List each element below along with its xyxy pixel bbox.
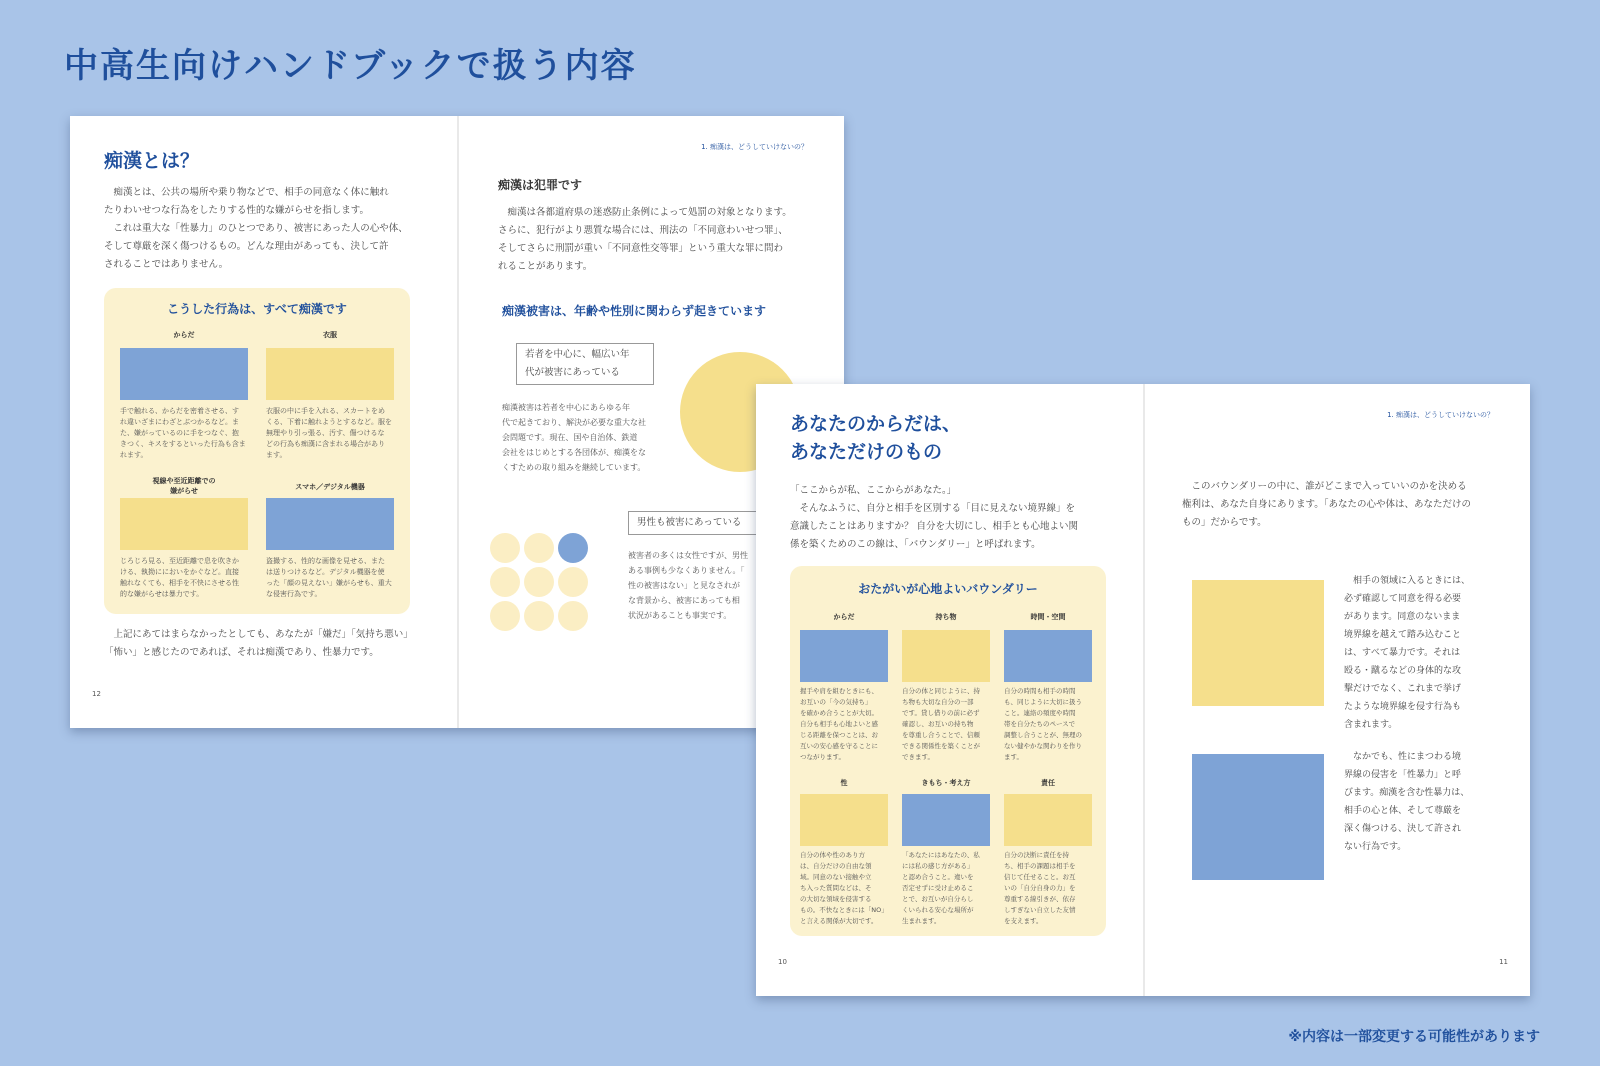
act-image-clothes bbox=[266, 348, 394, 400]
page-number-10: 10 bbox=[778, 958, 787, 966]
male-victims-text: 被害者の多くは女性ですが、男性 ある事例も少なくありません。「 性の被害はない」と見なされが な背景から、被害にあっても相 状況があることも事実です。 bbox=[628, 551, 748, 620]
sexual-violence-text: なかでも、性にまつわる境 界線の侵害を「性暴力」と呼 びます。痴漢を含む性暴力は、 相手の心と体、そして尊厳を 深く傷つける、決して許され ない行為です。 bbox=[1344, 752, 1470, 852]
act-text-gaze: じろじろ見る、至近距離で息を吹きか ける、執拗ににおいをかぐなど。直接 触れなくても、相手を不快にさせる性 的な嫌がらせは暴力です。 bbox=[120, 557, 239, 598]
boundary-label-belongings: 持ち物 bbox=[935, 613, 957, 621]
spread-1-intro: 痴漢とは、公共の場所や乗り物などで、相手の同意なく体に触れ たりわいせつな行為をしたりする性的な嫌がらせを指します。 これは重大な「性暴力」のひとつであり、被害にあった人の心や体、 そして尊厳を深く傷つけるもの。どんな理由があっても、決して許 されることではありません。 bbox=[104, 187, 408, 270]
spread-1-outro: 上記にあてはまらなかったとしても、あなたが「嫌だ」「気持ち悪い」 「怖い」と感じたのであれば、それは痴漢であり、性暴力です。 bbox=[104, 629, 413, 658]
callout-male: 男性も被害にあっている bbox=[628, 511, 796, 535]
spread-1-gutter bbox=[457, 116, 459, 728]
boundary-image-body bbox=[800, 630, 888, 682]
spread-2-right-intro: このバウンダリーの中に、誰がどこまで入っていいのかを決める 権利は、あなた自身にあります。「あなたの心や体は、あなただけの もの」だからです。 bbox=[1182, 481, 1471, 528]
act-label-gaze: 視線や至近距離での 嫌がらせ bbox=[152, 477, 216, 495]
boundary-panel bbox=[790, 566, 1106, 936]
dot-graphic bbox=[558, 601, 588, 631]
act-label-digital: スマホ／デジタル機器 bbox=[295, 483, 365, 491]
boundary-text-responsibility: 自分の決断に責任を持 ち、相手の課題は相手を 信じて任せること。お互 いの「自分自身の力」を 尊重する線引きが、依存 しすぎない自立した友情 を支えます。 bbox=[1004, 851, 1076, 925]
consent-image bbox=[1192, 580, 1324, 706]
boundary-text-sexuality: 自分の体や性のあり方 は、自分だけの自由な領 域。同意のない接触や立 ち入った質問などは、そ の大切な領域を侵害する もの。不快なときには「NO」 と言える関係が大切です。 bbox=[800, 851, 888, 925]
spread-2 bbox=[756, 384, 1530, 996]
boundary-text-feelings: 「あなたにはあなたの、私 には私の感じ方がある」 と認め合うこと。違いを 否定せずに受け止めるこ とで、お互いが自分らし くいられる安心な場所が 生まれます。 bbox=[902, 851, 980, 925]
spread-1 bbox=[70, 116, 844, 728]
spread-2-intro: 「ここからが私、ここからがあなた。」 そんなふうに、自分と相手を区別する「目に見えない境界線」を 意識したことはありますか？ 自分を大切にし、相手とも心地よい関 係を築くためのこの線は、「バウンダリー」と呼ばれます。 bbox=[790, 485, 1079, 550]
spread-2-heading: あなたのからだは、 あなただけのもの bbox=[790, 413, 962, 463]
boundary-panel-title: おたがいが心地よいバウンダリー bbox=[858, 582, 1038, 596]
boundary-image-responsibility bbox=[1004, 794, 1092, 846]
boundary-image-belongings bbox=[902, 630, 990, 682]
dot-graphic bbox=[490, 601, 520, 631]
boundary-label-body: からだ bbox=[833, 613, 855, 621]
boundary-image-sexuality bbox=[800, 794, 888, 846]
acts-panel-title: こうした行為は、すべて痴漢です bbox=[167, 302, 347, 316]
crime-heading: 痴漢は犯罪です bbox=[498, 178, 583, 192]
dot-graphic bbox=[490, 533, 520, 563]
dot-graphic bbox=[524, 567, 554, 597]
spread-1-heading: 痴漢とは？ bbox=[104, 150, 200, 172]
consent-text: 相手の領域に入るときには、 必ず確認して同意を得る必要 があります。同意のないまま 境界線を越えて踏み込むこと は、すべて暴力です。それは 殴る・蹴るなどの身体的な攻 撃だけでなく、これまで挙げ たような境界線を侵す行為も 含まれます。 bbox=[1344, 576, 1471, 730]
act-image-digital bbox=[266, 498, 394, 550]
page-number-11: 11 bbox=[1499, 958, 1508, 966]
dot-graphic bbox=[558, 533, 588, 563]
spread-2-gutter bbox=[1143, 384, 1145, 996]
act-text-digital: 盗撮する、性的な画像を見せる、また は送りつけるなど。デジタル機器を使 った「顔の見えない」嫌がらせも、重大 な侵害行為です。 bbox=[266, 557, 392, 598]
act-label-body: からだ bbox=[173, 331, 195, 339]
boundary-label-sexuality: 性 bbox=[840, 779, 848, 787]
disclaimer-note: ※内容は一部変更する可能性があります bbox=[1288, 1029, 1540, 1045]
act-text-body: 手で触れる、からだを密着させる、す れ違いざまにわざとぶつかるなど。ま た、嫌がっているのに手をつなぐ、抱 きつく、キスをするといった行為も含ま れます。 bbox=[120, 407, 246, 459]
boundary-label-feelings: きもち・考え方 bbox=[921, 779, 971, 787]
running-head-1: 1. 痴漢は、どうしていけないの？ bbox=[701, 143, 808, 151]
page-number-12: 12 bbox=[92, 690, 101, 698]
boundary-label-time-space: 時間・空間 bbox=[1030, 613, 1066, 621]
dot-graphic bbox=[490, 567, 520, 597]
page-title: 中高生向けハンドブックで扱う内容 bbox=[64, 46, 637, 86]
boundary-text-belongings: 自分の体と同じように、持 ち物も大切な自分の一部 です。貸し借りの前に必ず 確認し、お互いの持ち物 を尊重し合うことで、信頼 できる関係性を築くことが できます。 bbox=[902, 687, 980, 761]
boundary-image-feelings bbox=[902, 794, 990, 846]
act-image-body bbox=[120, 348, 248, 400]
act-image-gaze bbox=[120, 498, 248, 550]
boundary-image-time-space bbox=[1004, 630, 1092, 682]
boundary-text-time-space: 自分の時間も相手の時間 も、同じように大切に扱う こと。連絡の頻度や時間 帯を自分たちのペースで 調整し合うことが、無理の ない健やかな関わりを作り ます。 bbox=[1004, 687, 1082, 761]
boundary-label-responsibility: 責任 bbox=[1041, 779, 1055, 787]
act-label-clothes: 衣服 bbox=[323, 331, 337, 339]
crime-body: 痴漢は各都道府県の迷惑防止条例によって処罰の対象となります。 さらに、犯行がより悪質な場合には、刑法の「不同意わいせつ罪」、 そしてさらに刑罰が重い「不同意性交等罪」という重大な罪に問わ れることがあります。 bbox=[498, 207, 792, 272]
callout-young: 若者を中心に、幅広い年 代が被害にあっている bbox=[516, 343, 654, 385]
sexual-violence-image bbox=[1192, 754, 1324, 880]
boundary-text-body: 握手や肩を組むときにも、 お互いの「今の気持ち」 を確かめ合うことが大切。 自分も相手も心地よいと感 じる距離を保つことは、お 互いの安心感を守ることに つながります。 bbox=[800, 687, 878, 761]
act-text-clothes: 衣服の中に手を入れる、スカートをめ くる、下着に触れようとするなど。服を 無理やり引っ張る、汚す、傷つけるな どの行為も痴漢に含まれる場合があり ます。 bbox=[266, 407, 392, 459]
victims-subheading: 痴漢被害は、年齢や性別に関わらず起きています bbox=[502, 304, 767, 318]
dot-graphic bbox=[524, 601, 554, 631]
acts-panel bbox=[104, 288, 410, 614]
dot-graphic bbox=[524, 533, 554, 563]
young-victims-text: 痴漢被害は若者を中心にあらゆる年 代で起きており、解決が必要な重大な社 会問題です。現在、国や自治体、鉄道 会社をはじめとする各団体が、痴漢をな くすための取り組みを継続しています。 bbox=[502, 403, 646, 472]
running-head-2: 1. 痴漢は、どうしていけないの？ bbox=[1387, 411, 1494, 419]
dot-graphic bbox=[558, 567, 588, 597]
